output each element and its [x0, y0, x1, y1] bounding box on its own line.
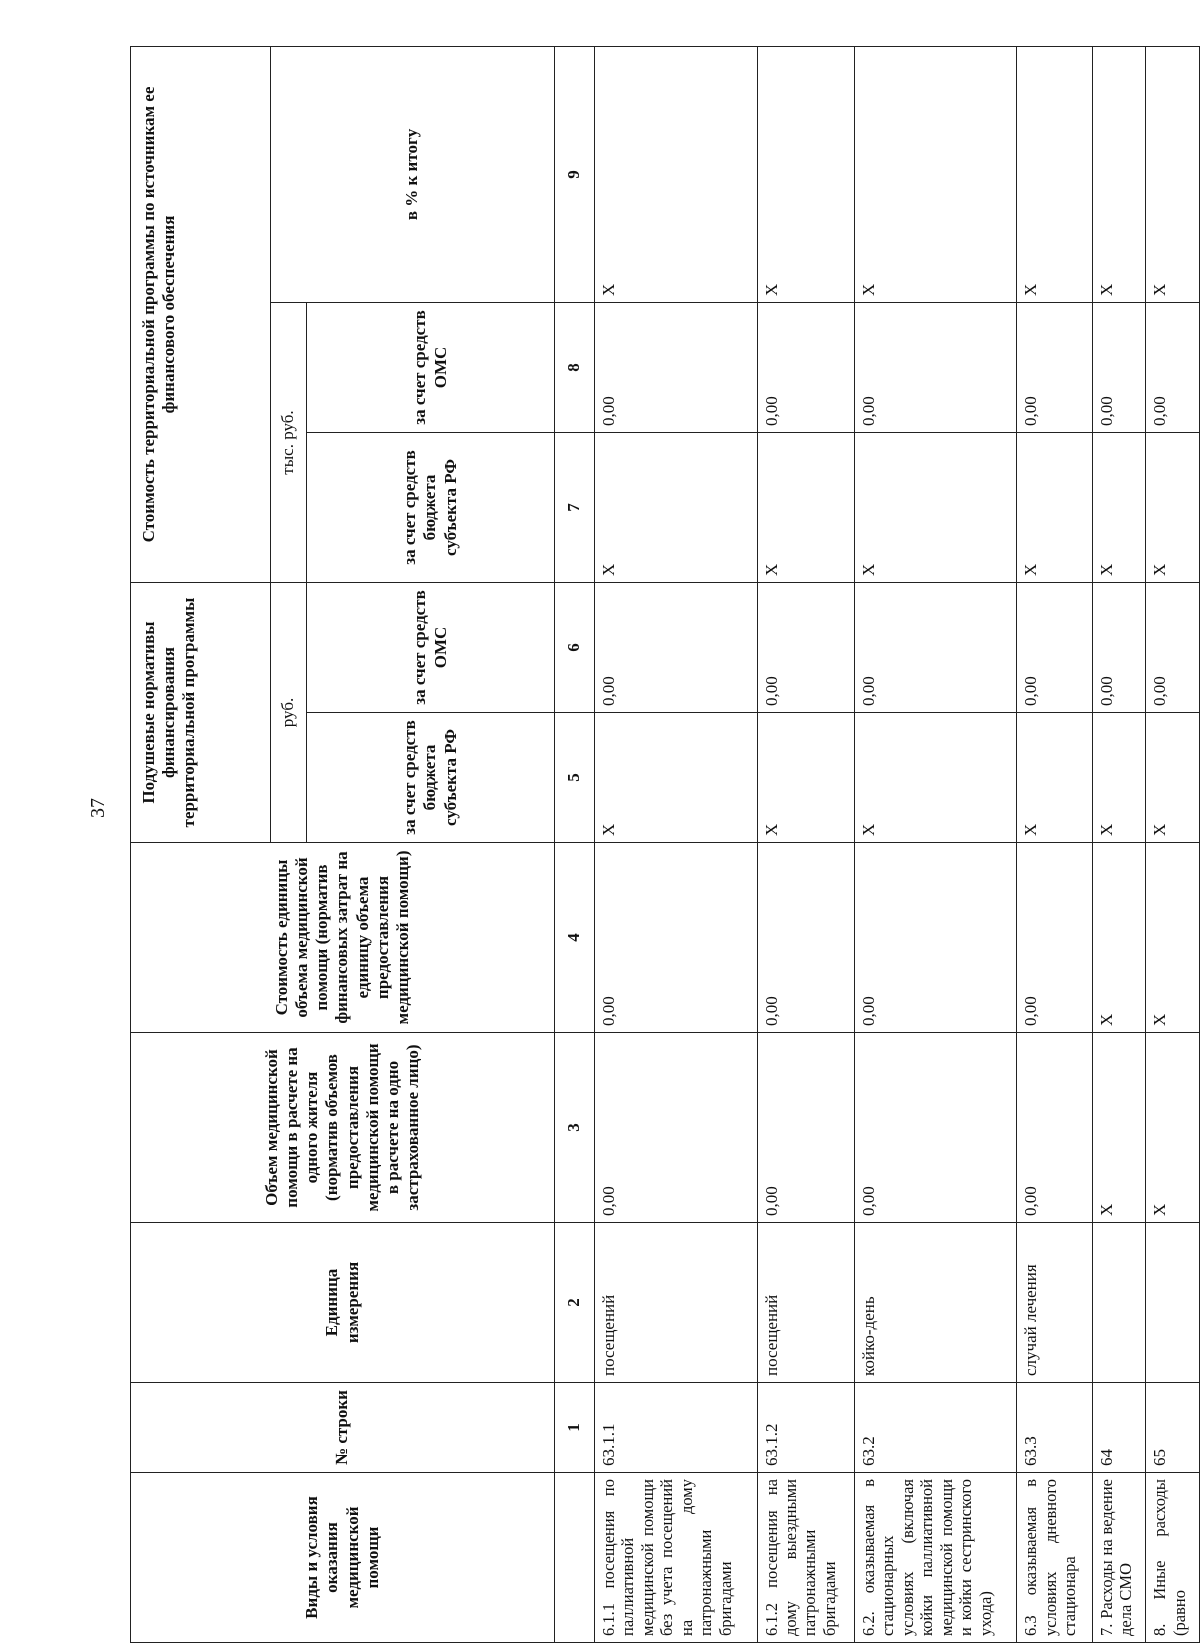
colnum-cell: 4	[555, 843, 595, 1033]
header-per-capita: Подушевые нормативы финансирования территориальной программы	[131, 583, 271, 843]
header-unit: Единица измерения	[131, 1223, 555, 1383]
table-row	[595, 46, 758, 1642]
cell-unit: случай лечения	[1017, 1223, 1092, 1383]
column-numbers-row	[555, 46, 595, 1642]
cell-oms-8: 0,00	[757, 303, 854, 433]
cell-budget-7: Х	[595, 433, 758, 583]
cell-cost: 0,00	[595, 843, 758, 1033]
cell-row-no: 63.1.2	[757, 1383, 854, 1473]
colnum-cell: 5	[555, 713, 595, 843]
header-oms-8: за счет средств ОМС	[307, 303, 555, 433]
cell-unit	[1092, 1223, 1146, 1383]
colnum-cell: 1	[555, 1383, 595, 1473]
cell-oms-8: 0,00	[1092, 303, 1146, 433]
table-row	[854, 46, 1017, 1642]
cell-budget-5: Х	[1017, 713, 1092, 843]
cell-oms-6: 0,00	[1017, 583, 1092, 713]
cell-oms-6: 0,00	[757, 583, 854, 713]
cell-oms-6: 0,00	[595, 583, 758, 713]
cell-cost: 0,00	[1017, 843, 1092, 1033]
cell-kind: 6.2. оказываемая в стационарных условиях (включая койки паллиативной медицинской помощи и койки сестринского ухода)	[854, 1473, 1017, 1643]
cell-oms-6: 0,00	[1092, 583, 1146, 713]
header-cost-unit: тыс. руб.	[271, 303, 307, 583]
cell-percent: Х	[854, 46, 1017, 302]
header-volume: Объем медицинской помощи в расчете на одного жителя (норматив объемов предоставления медицинской помощи в расчете на одно застрахованное лицо)	[131, 1033, 555, 1223]
cell-budget-7: Х	[1146, 433, 1200, 583]
table-row	[757, 46, 854, 1642]
header-oms-6: за счет средств ОМС	[307, 583, 555, 713]
cell-budget-7: Х	[757, 433, 854, 583]
cell-volume: 0,00	[595, 1033, 758, 1223]
cell-row-no: 64	[1092, 1383, 1146, 1473]
cell-budget-5: Х	[854, 713, 1017, 843]
cell-budget-7: Х	[1092, 433, 1146, 583]
cell-kind: 6.1.1 посещения по паллиативной медицинской помощи без учета посещений на дому патронажными бригадами	[595, 1473, 758, 1643]
header-kind: Виды и условия оказания медицинской помощи	[131, 1473, 555, 1643]
cell-cost: 0,00	[854, 843, 1017, 1033]
cell-volume: Х	[1146, 1033, 1200, 1223]
cell-budget-5: Х	[1146, 713, 1200, 843]
colnum-cell: 3	[555, 1033, 595, 1223]
table-row	[1092, 46, 1146, 1642]
colnum-cell: 6	[555, 583, 595, 713]
cell-kind: 6.1.2 посещения на дому выездными патронажными бригадами	[757, 1473, 854, 1643]
table-container	[130, 47, 1200, 1643]
cell-percent: Х	[1146, 46, 1200, 302]
cell-oms-6: 0,00	[1146, 583, 1200, 713]
cell-cost: Х	[1146, 843, 1200, 1033]
cell-cost: Х	[1092, 843, 1146, 1033]
cell-oms-8: 0,00	[1146, 303, 1200, 433]
cell-unit	[1146, 1223, 1200, 1383]
cell-percent: Х	[1017, 46, 1092, 302]
cell-percent: Х	[1092, 46, 1146, 302]
cell-oms-6: 0,00	[854, 583, 1017, 713]
cell-kind: 8. Иные расходы (равно	[1146, 1473, 1200, 1643]
cell-row-no: 63.1.1	[595, 1383, 758, 1473]
cell-kind: 6.3 оказываемая в условиях дневного стационара	[1017, 1473, 1092, 1643]
table-row	[1146, 46, 1200, 1642]
header-per-capita-unit: руб.	[271, 583, 307, 843]
cell-oms-8: 0,00	[1017, 303, 1092, 433]
cell-percent: Х	[595, 46, 758, 302]
colnum-cell: 7	[555, 433, 595, 583]
colnum-cell: 8	[555, 303, 595, 433]
cell-volume: 0,00	[1017, 1033, 1092, 1223]
cell-oms-8: 0,00	[854, 303, 1017, 433]
cell-row-no: 63.3	[1017, 1383, 1092, 1473]
header-budget-5: за счет средств бюджета субъекта РФ	[307, 713, 555, 843]
cell-oms-8: 0,00	[595, 303, 758, 433]
colnum-cell: 9	[555, 46, 595, 302]
cell-volume: 0,00	[757, 1033, 854, 1223]
cell-row-no: 65	[1146, 1383, 1200, 1473]
cell-volume: Х	[1092, 1033, 1146, 1223]
header-program-cost: Стоимость территориальной программы по источникам ее финансового обеспечения	[131, 46, 271, 582]
cell-unit: посещений	[757, 1223, 854, 1383]
financing-table	[130, 46, 1200, 1643]
cell-cost: 0,00	[757, 843, 854, 1033]
page-number: 37	[87, 798, 109, 818]
colnum-cell: 2	[555, 1223, 595, 1383]
cell-budget-7: Х	[1017, 433, 1092, 583]
cell-budget-7: Х	[854, 433, 1017, 583]
cell-unit: койко-день	[854, 1223, 1017, 1383]
cell-unit: посещений	[595, 1223, 758, 1383]
cell-volume: 0,00	[854, 1033, 1017, 1223]
table-row	[1017, 46, 1092, 1642]
cell-kind: 7. Расходы на ведение дела СМО	[1092, 1473, 1146, 1643]
colnum-cell	[555, 1473, 595, 1643]
header-percent: в % к итогу	[271, 46, 555, 302]
cell-budget-5: Х	[1092, 713, 1146, 843]
cell-percent: Х	[757, 46, 854, 302]
cell-budget-5: Х	[757, 713, 854, 843]
cell-row-no: 63.2	[854, 1383, 1017, 1473]
cell-budget-5: Х	[595, 713, 758, 843]
header-row-no: № строки	[131, 1383, 555, 1473]
header-budget-7: за счет средств бюджета субъекта РФ	[307, 433, 555, 583]
header-cost: Стоимость единицы объема медицинской помощи (норматив финансовых затрат на единицу объема предоставления медицинской помощи)	[131, 843, 555, 1033]
